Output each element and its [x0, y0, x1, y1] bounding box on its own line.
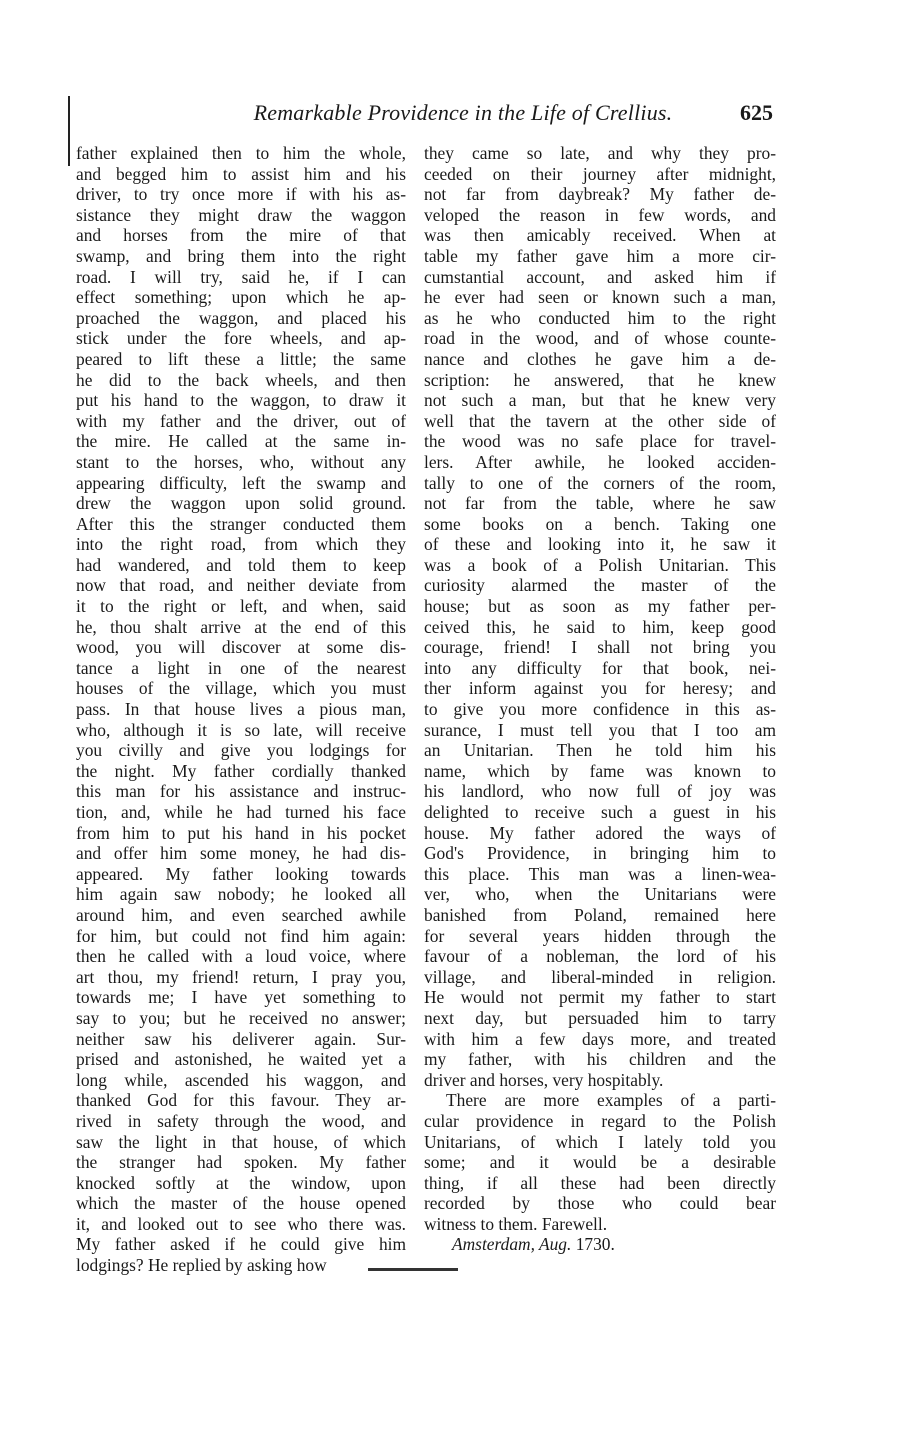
- text-line: proached the waggon, and placed his: [76, 307, 406, 328]
- text-line: well that the tavern at the other side of: [424, 410, 776, 431]
- show-through-area: [80, 1205, 740, 1335]
- text-line: the wood was no safe place for travel-: [424, 431, 776, 452]
- text-line: saw the light in that house, of which: [76, 1131, 406, 1152]
- text-line: not far from daybreak? My father de-: [424, 184, 776, 205]
- text-line: from him to put his hand in his pocket: [76, 822, 406, 843]
- text-line: not such a man, but that he knew very: [424, 390, 776, 411]
- text-line: father explained then to him the whole,: [76, 143, 406, 163]
- text-line: was a book of a Polish Unitarian. This: [424, 554, 776, 575]
- text-line: the stranger had spoken. My father: [76, 1152, 406, 1173]
- text-line: say to you; but he received no answer;: [76, 1007, 406, 1028]
- text-line: some books on a bench. Taking one: [424, 513, 776, 534]
- text-line: this place. This man was a linen-wea-: [424, 863, 776, 884]
- text-line: houses of the village, which you must: [76, 678, 406, 699]
- text-line: peared to lift these a little; the same: [76, 348, 406, 369]
- text-line: scription: he answered, that he knew: [424, 369, 776, 390]
- signature-year: 1730.: [575, 1234, 615, 1255]
- text-line: lodgings? He replied by asking how: [76, 1255, 327, 1276]
- text-line: some; and it would be a desirable: [424, 1152, 776, 1173]
- text-line: house. My father adored the ways of: [424, 822, 776, 843]
- text-line: tally to one of the corners of the room,: [424, 472, 776, 493]
- text-line: not far from the table, where he saw: [424, 493, 776, 514]
- text-line: with him a few days more, and treated: [424, 1028, 776, 1049]
- text-line: long while, ascended his waggon, and: [76, 1069, 406, 1090]
- text-line: swamp, and bring them into the right: [76, 245, 406, 266]
- text-line: effect something; upon which he ap-: [76, 287, 406, 308]
- text-line: ceived this, he said to him, keep good: [424, 616, 776, 637]
- text-line: courage, friend! I shall not bring you: [424, 637, 776, 658]
- text-line: put his hand to the waggon, to draw it: [76, 390, 406, 411]
- text-line: towards me; I have yet something to: [76, 987, 406, 1008]
- text-line: as he who conducted him to the right: [424, 307, 776, 328]
- text-line: stick under the fore wheels, and ap-: [76, 328, 406, 349]
- text-line: had wandered, and told them to keep: [76, 554, 406, 575]
- text-line: my father, with his children and the: [424, 1049, 776, 1070]
- text-line: road. I will try, said he, if I can: [76, 266, 406, 287]
- text-line: thanked God for this favour. They ar-: [76, 1090, 406, 1111]
- text-line: then he called with a loud voice, where: [76, 946, 406, 967]
- text-line: which the master of the house opened: [76, 1193, 406, 1214]
- text-line: for him, but could not find him again:: [76, 925, 406, 946]
- text-line: veloped the reason in few words, and: [424, 204, 776, 225]
- page-number: 625: [740, 100, 773, 125]
- text-line: name, which by fame was known to: [424, 760, 776, 781]
- text-line: his landlord, who now full of joy was: [424, 781, 776, 802]
- text-line: There are more examples of a parti-: [446, 1090, 776, 1111]
- text-line: the night. My father cordially thanked: [76, 760, 406, 781]
- text-line: you civilly and give you lodgings for: [76, 740, 406, 761]
- left-text-column: [76, 143, 406, 1276]
- text-line: ver, who, when the Unitarians were: [424, 884, 776, 905]
- text-line: He would not permit my father to start: [424, 987, 776, 1008]
- text-line: with my father and the driver, out of: [76, 410, 406, 431]
- text-line: witness to them. Farewell.: [424, 1213, 608, 1234]
- text-line: who, although it is so late, will receive: [76, 719, 406, 740]
- text-line: ther inform against you for heresy; and: [424, 678, 776, 699]
- text-line: God's Providence, in bringing him to: [424, 843, 776, 864]
- text-line: he, thou shalt arrive at the end of this: [76, 616, 406, 637]
- text-line: him again saw nobody; he looked all: [76, 884, 406, 905]
- text-line: to give you more confidence in this as-: [424, 699, 776, 720]
- text-line: driver and horses, very hospitably.: [424, 1069, 664, 1090]
- text-line: Unitarians, of which I lately told you: [424, 1131, 776, 1152]
- running-title: Remarkable Providence in the Life of Crellius.: [253, 100, 673, 125]
- text-line: My father asked if he could give him: [76, 1234, 406, 1255]
- text-line: banished from Poland, remained here: [424, 904, 776, 925]
- text-line: of these and looking into it, he saw it: [424, 534, 776, 555]
- text-line: they came so late, and why they pro-: [424, 143, 776, 163]
- text-line: it to the right or left, and when, said: [76, 596, 406, 617]
- text-line: lers. After awhile, he looked acciden-: [424, 451, 776, 472]
- text-line: cular providence in regard to the Polish: [424, 1110, 776, 1131]
- text-line: cumstantial account, and asked him if: [424, 266, 776, 287]
- right-column-body: [424, 143, 776, 1090]
- text-line: driver, to try once more if with his as-: [76, 184, 406, 205]
- text-line: he ever had seen or known such a man,: [424, 287, 776, 308]
- text-line: After this the stranger conducted them: [76, 513, 406, 534]
- text-line: favour of a nobleman, the lord of his: [424, 946, 776, 967]
- text-line: into any difficulty for that book, nei-: [424, 657, 776, 678]
- signature-place-date: Amsterdam, Aug.: [452, 1234, 572, 1255]
- text-line: road in the wood, and of whose counte-: [424, 328, 776, 349]
- text-line: rived in safety through the wood, and: [76, 1110, 406, 1131]
- text-line: art thou, my friend! return, I pray you,: [76, 966, 406, 987]
- show-through-rule: [368, 1268, 458, 1271]
- text-line: ceeded on their journey after midnight,: [424, 163, 776, 184]
- text-line: appeared. My father looking towards: [76, 863, 406, 884]
- text-line: drew the waggon upon solid ground.: [76, 493, 406, 514]
- text-line: stant to the horses, who, without any: [76, 451, 406, 472]
- text-line: curiosity alarmed the master of the: [424, 575, 776, 596]
- text-line: appearing difficulty, left the swamp and: [76, 472, 406, 493]
- text-line: into the right road, from which they: [76, 534, 406, 555]
- text-line: surance, I must tell you that I too am: [424, 719, 776, 740]
- text-line: tion, and, while he had turned his face: [76, 802, 406, 822]
- text-line: and horses from the mire of that: [76, 225, 406, 246]
- text-line: prised and astonished, he waited yet a: [76, 1049, 406, 1070]
- text-line: wood, you will discover at some dis-: [76, 637, 406, 658]
- text-line: this man for his assistance and instruc-: [76, 781, 406, 802]
- text-line: and begged him to assist him and his: [76, 163, 406, 184]
- text-line: pass. In that house lives a pious man,: [76, 699, 406, 720]
- text-line: it, and looked out to see who there was.: [76, 1213, 406, 1234]
- text-line: knocked softly at the window, upon: [76, 1172, 406, 1193]
- text-line: delighted to receive such a guest in his: [424, 802, 776, 822]
- text-line: house; but as soon as my father per-: [424, 596, 776, 617]
- text-line: village, and liberal-minded in religion.: [424, 966, 776, 987]
- text-line: now that road, and neither deviate from: [76, 575, 406, 596]
- text-line: and offer him some money, he had dis-: [76, 843, 406, 864]
- right-text-column: [424, 143, 776, 1255]
- text-line: recorded by those who could bear: [424, 1193, 776, 1214]
- text-line: next day, but persuaded him to tarry: [424, 1007, 776, 1028]
- text-line: thing, if all these had been directly: [424, 1172, 776, 1193]
- text-line: was then amicably received. When at: [424, 225, 776, 246]
- text-line: sistance they might draw the waggon: [76, 204, 406, 225]
- text-line: the mire. He called at the same in-: [76, 431, 406, 452]
- text-line: he did to the back wheels, and then: [76, 369, 406, 390]
- text-line: tance a light in one of the nearest: [76, 657, 406, 678]
- text-line: nance and clothes he gave him a de-: [424, 348, 776, 369]
- text-line: an Unitarian. Then he told him his: [424, 740, 776, 761]
- text-line: neither saw his deliverer again. Sur-: [76, 1028, 406, 1049]
- text-line: around him, and even searched awhile: [76, 904, 406, 925]
- page-edge-mark: [68, 96, 70, 166]
- text-line: table my father gave him a more cir-: [424, 245, 776, 266]
- text-line: for several years hidden through the: [424, 925, 776, 946]
